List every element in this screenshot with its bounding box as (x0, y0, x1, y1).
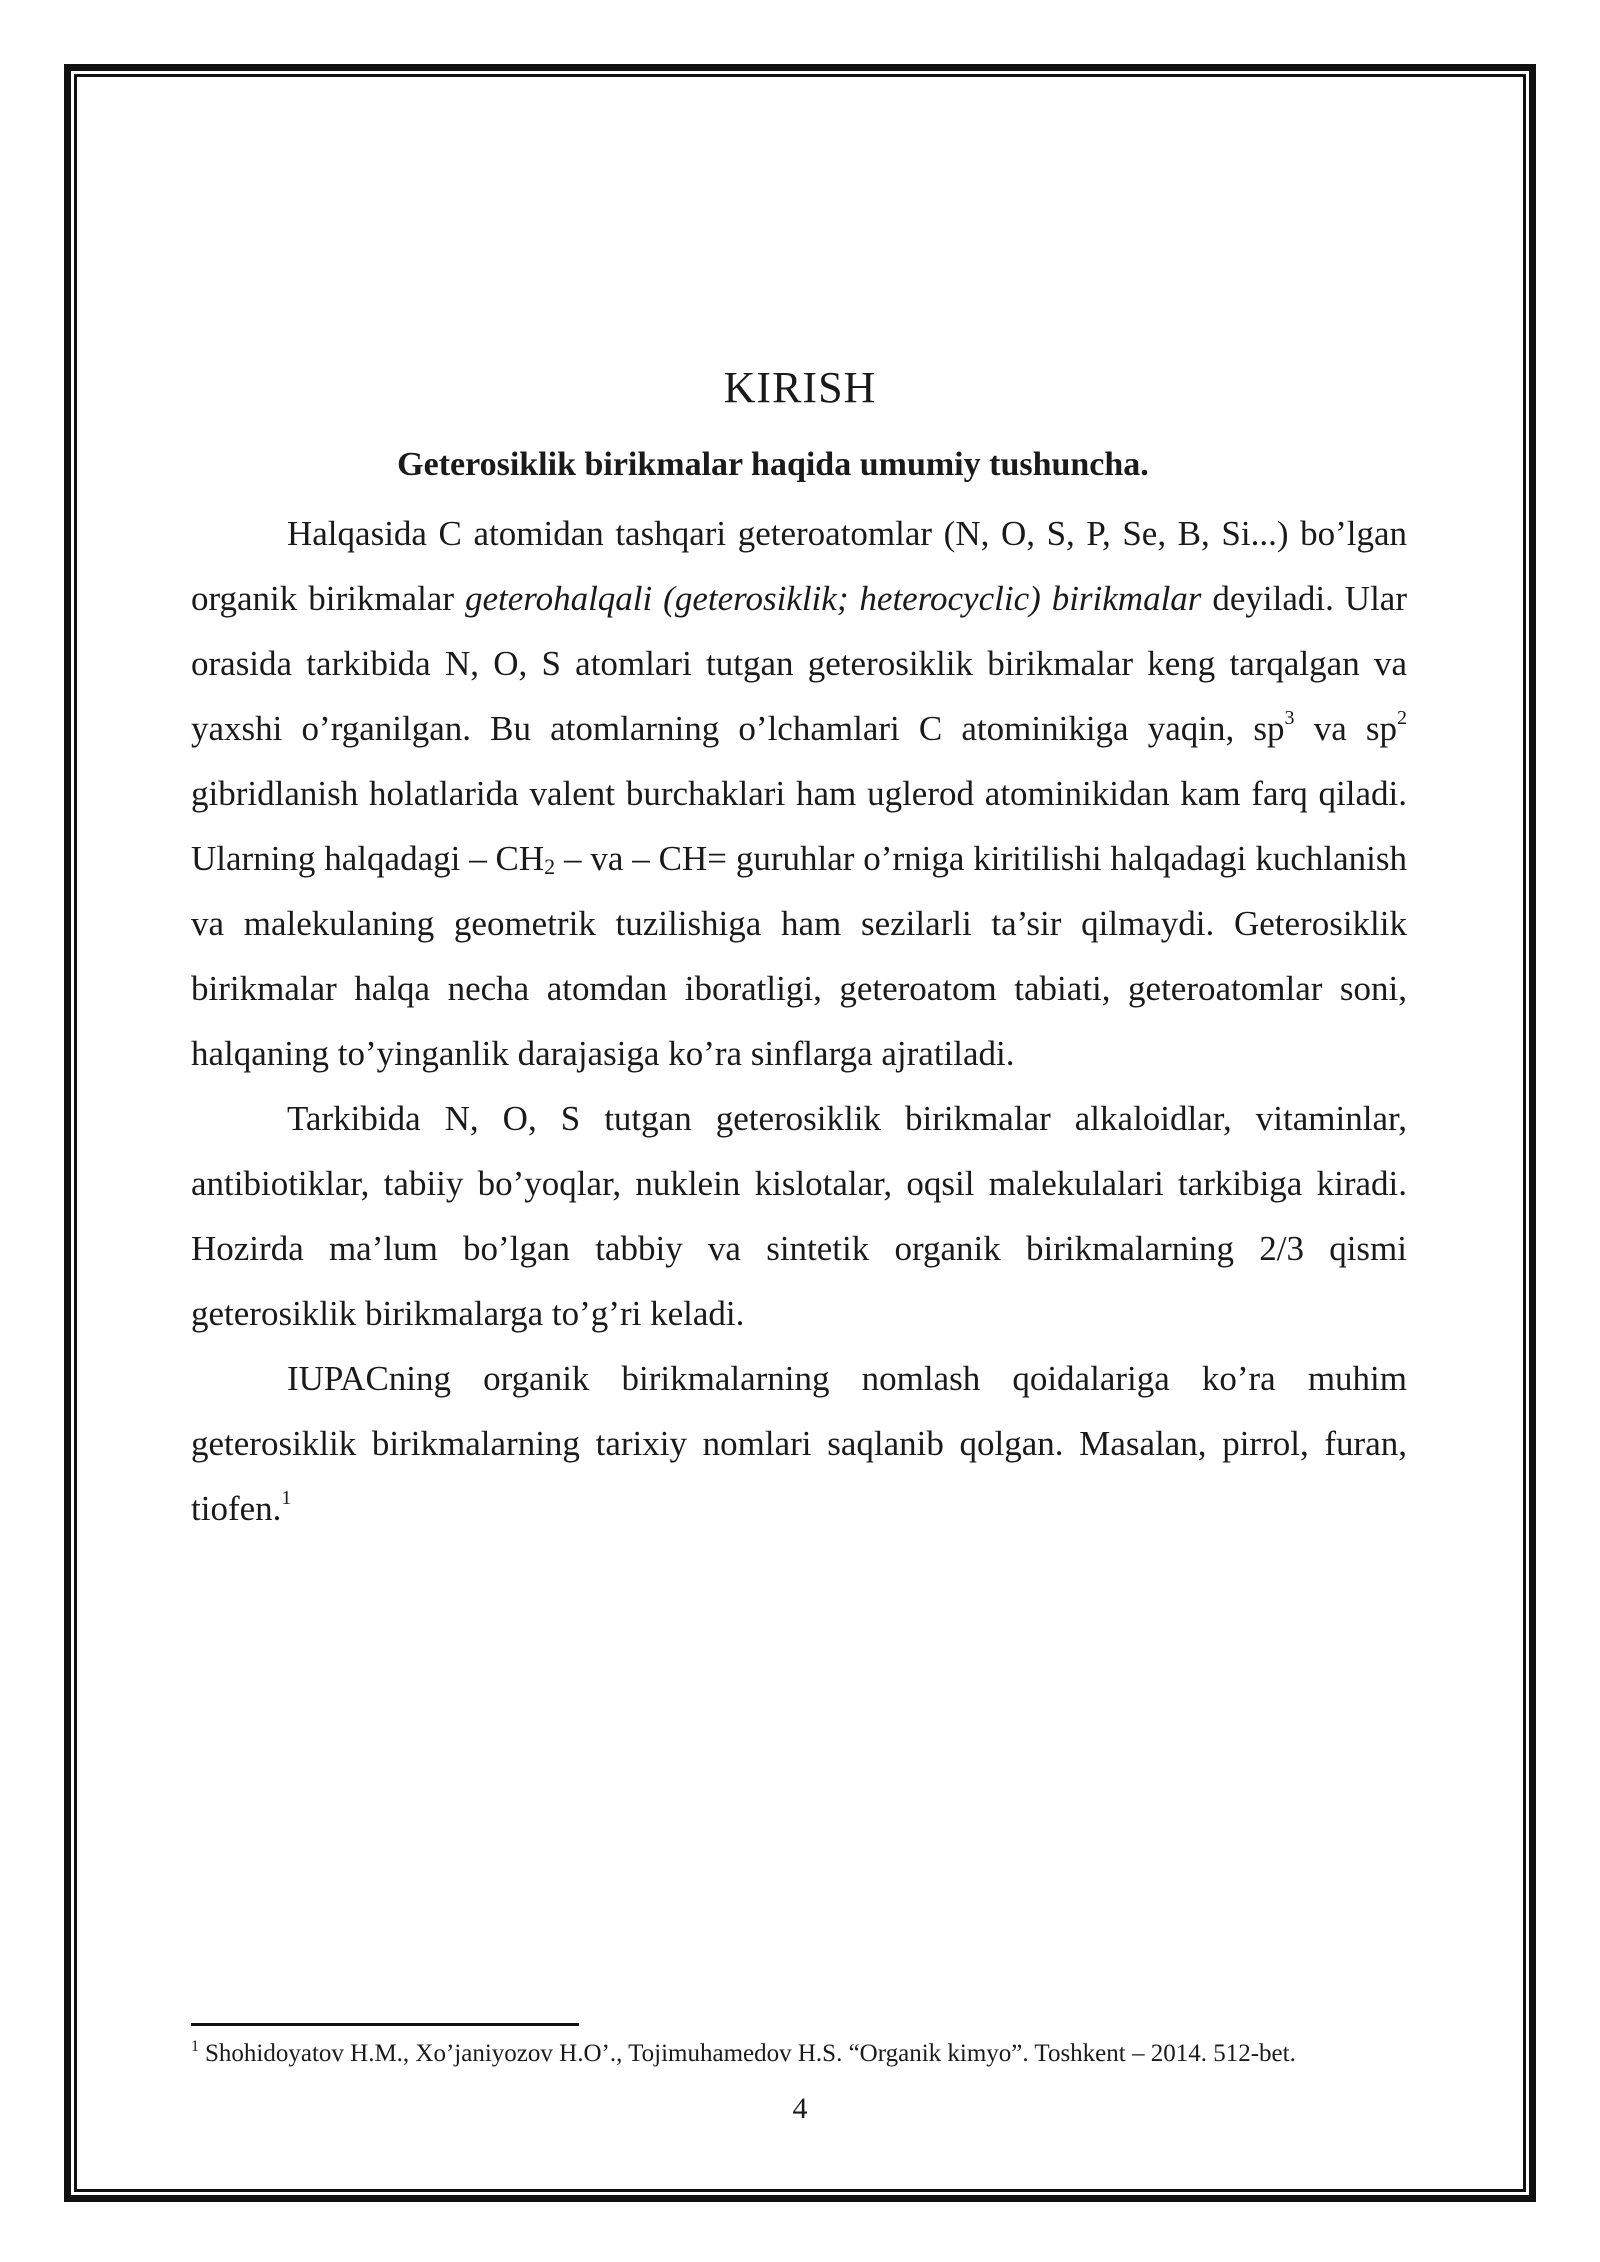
footnote-text: Shohidoyatov H.M., Xo’janiyozov H.O’., Tojimuhamedov H.S. “Organik kimyo”. Toshkent – 2014. 512-bet. (205, 2040, 1296, 2067)
superscript-2: 2 (1397, 707, 1407, 729)
paragraph-1 (191, 501, 1407, 1086)
footnote (191, 2036, 1407, 2072)
paragraph-1-part-a: Halqasida C atomidan tashqari geteroatomlar (N, O, S, P, Se, B, Si...) bo’lgan organik birikmalar (191, 514, 1407, 618)
page-title: KIRISH (723, 363, 877, 412)
footnote-marker: 1 (191, 2038, 199, 2055)
paragraph-1-part-g: gibridlanish holatlarida valent burchaklari ham uglerod atominikidan kam farq qiladi. Ularning halqadagi – CH (191, 774, 1407, 878)
body-text (191, 501, 1407, 1541)
section-subtitle: Geterosiklik birikmalar haqida umumiy tushuncha. (397, 446, 1149, 483)
subscript-2: 2 (544, 854, 556, 879)
paragraph-2: Tarkibida N, O, S tutgan geterosiklik birikmalar alkaloidlar, vitaminlar, antibiotiklar, tabiiy bo’yoqlar, nuklein kislotalar, oqsil malekulalari tarkibiga kiradi. Hozirda ma’lum bo’lgan tabbiy va sintetik organik birikmalarning 2/3 qismi geterosiklik birikmalarga to’g’ri keladi. (191, 1099, 1407, 1333)
page-number: 4 (792, 2092, 808, 2125)
paragraph-3-text: IUPACning organik birikmalarning nomlash qoidalariga ko’ra muhim geterosiklik birikmalarning tarixiy nomlari saqlanib qolgan. Masalan, pirrol, furan, tiofen. (191, 1359, 1407, 1528)
paragraph-1-part-e: va sp (1294, 709, 1397, 748)
paragraph-1-part-c: deyiladi. Ular orasida tarkibida N, O, S atomlari tutgan geterosiklik birikmalar keng tarqalgan va yaxshi o’rganilgan. Bu atomlarning o’lchamlari C atominikiga yaqin, sp (191, 579, 1407, 748)
paragraph-3 (191, 1346, 1407, 1541)
paragraph-1-italic-term: geterohalqali (geterosiklik; heterocyclic) birikmalar (464, 579, 1202, 618)
paragraph-1-part-i: – va – CH= guruhlar o’rniga kiritilishi halqadagi kuchlanish va malekulaning geometrik tuzilishiga ham sezilarli ta’sir qilmaydi. Geterosiklik birikmalar halqa necha atomdan iboratligi, geteroatom tabiati, geteroatomlar soni, halqaning to’yinganlik darajasiga ko’ra sinflarga ajratiladi. (191, 839, 1407, 1073)
superscript-3: 3 (1284, 707, 1295, 729)
footnote-reference[interactable]: 1 (281, 1487, 292, 1509)
footnote-separator (191, 2023, 579, 2026)
